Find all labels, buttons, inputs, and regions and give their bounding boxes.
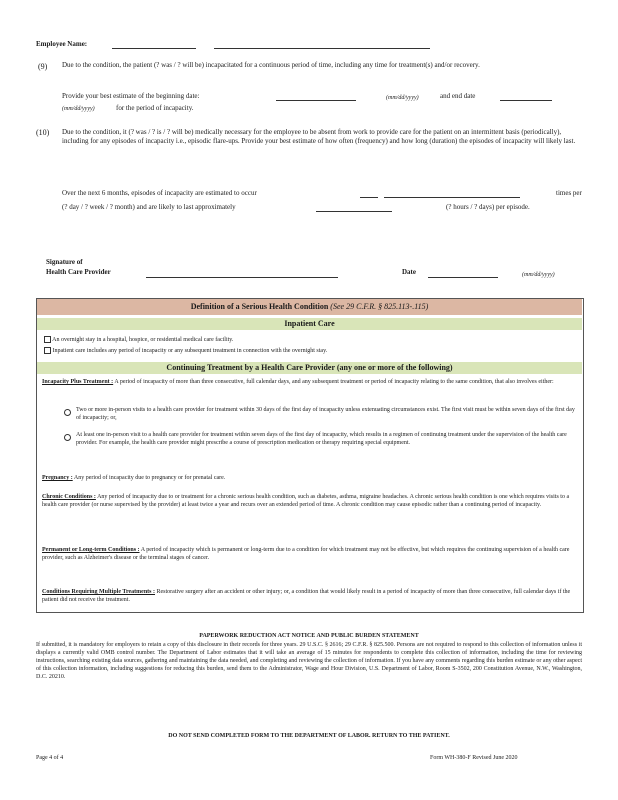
signature-label-1: Signature of: [46, 258, 83, 266]
employee-last-name-field[interactable]: [214, 48, 430, 49]
multiple-treatments: [42, 588, 576, 604]
multiple-title: Conditions Requiring Multiple Treatments :: [42, 589, 156, 595]
checkbox-icon: [44, 347, 51, 354]
q9-end-date-field[interactable]: [500, 100, 552, 101]
form-id: Form WH-380-F Revised June 2020: [430, 755, 518, 761]
inpatient-header: Inpatient Care: [37, 318, 582, 330]
q9-begin-date-format: (mm/dd/yyyy): [386, 95, 419, 101]
checkbox-icon: [44, 336, 51, 343]
definition-header: [37, 299, 582, 315]
return-notice: DO NOT SEND COMPLETED FORM TO THE DEPARTMENT OF LABOR. RETURN TO THE PATIENT.: [168, 733, 450, 739]
q10-text: Due to the condition, it (? was / ? is / ? will be) medically necessary for the employee to be absent from work to provide care for the patient on an intermittent basis (periodically), including for any episodes of incapacity i.e., episodic flare-ups. Provide your best estimate of how often (frequency) and how long (duration) the episodes of incapacity will likely last.: [62, 128, 576, 145]
pregnancy-text: Any period of incapacity due to pregnancy or for prenatal care.: [73, 475, 226, 481]
chronic-text: Any period of incapacity due to or treatment for a chronic serious health condition, such as diabetes, asthma, migraine headaches. A chronic serious health condition is one which requires visits to a health care provider (or nurse supervised by the provider) at least twice a year and recurs over an extended period of time. A chronic condition may cause episodic rather than a continuing period of incapacity.: [42, 494, 570, 508]
incapacity-option-2: At least one in-person visit to a health care provider for treatment within seven days of the first day of incapacity, which results in a regimen of continuing treatment under the supervision of the health care provider. For example, the health care provider might prescribe a course of prescription medication or therapy requiring special equipment.: [76, 432, 567, 446]
permanent-title: Permanent or Long-term Conditions :: [42, 547, 140, 553]
q10-occurrence-field[interactable]: [360, 197, 378, 198]
q10-occurrence-field-2[interactable]: [384, 197, 520, 198]
paperwork-title: PAPERWORK REDUCTION ACT NOTICE AND PUBLIC BURDEN STATEMENT: [199, 633, 419, 639]
signature-label-2: Health Care Provider: [46, 268, 111, 276]
q9-begin-label: Provide your best estimate of the beginning date:: [62, 92, 200, 100]
q9-begin-date-field[interactable]: [276, 100, 356, 101]
continuing-header: Continuing Treatment by a Health Care Provider (any one or more of the following): [37, 362, 582, 374]
incapacity-title: Incapacity Plus Treatment :: [42, 379, 114, 385]
definition-title: Definition of a Serious Health Condition: [190, 302, 329, 311]
paperwork-text: If submitted, it is mandatory for employers to retain a copy of this disclosure in their records for three years. 29 U.S.C. § 2616; 29 C.F.R. § 825.500. Persons are not required to respond to this collection of information unless it displays a currently valid OMB control number. The Department of Labor estimates that it will take an average of 15 minutes for respondents to complete this collection of information, including the time for reviewing instructions, searching existing data sources, gathering and maintaining the data needed, and completing and reviewing the collection of information. If you have any comments regarding this burden estimate or any other aspect of this collection information, including suggestions for reducing this burden, send them to the Administrator, Wage and Hour Division, U.S. Department of Labor, Room S-3502, 200 Constitution Avenue, N.W., Washington, D.C. 20210.: [36, 642, 582, 680]
bullet-circle-icon: [64, 434, 71, 441]
chronic-conditions: [42, 493, 576, 509]
permanent-text: A period of incapacity which is permanent or long-term due to a condition for which treatment may not be effective, but which requires the continuing supervision of a health care provider, such as Alzheimer's disease or the terminal stages of cancer.: [42, 547, 570, 561]
inpatient-text-1: An overnight stay in a hospital, hospice, or residential medical care facility.: [52, 337, 234, 343]
pregnancy: [42, 474, 576, 482]
chronic-title: Chronic Conditions :: [42, 494, 96, 500]
q10-duration-options: (? hours / ? days) per episode.: [446, 203, 530, 211]
permanent-conditions: [42, 546, 576, 562]
incapacity-option-1: Two or more in-person visits to a health care provider for treatment within 30 days of the first day of incapacity unless extenuating circumstances exist. The first visit must be within seven days of the first day of incapacity; or,: [76, 407, 575, 421]
definition-citation: (See 29 C.F.R. § 825.113-.115): [330, 302, 429, 311]
incapacity-plus-treatment: [42, 378, 576, 386]
bullet-circle-icon: [64, 409, 71, 416]
inpatient-text-2: Inpatient care includes any period of incapacity or any subsequent treatment in connection with the overnight stay.: [52, 348, 328, 354]
pregnancy-title: Pregnancy :: [42, 475, 73, 481]
page-number: Page 4 of 4: [36, 755, 64, 761]
employee-first-name-field[interactable]: [112, 48, 196, 49]
incapacity-text: A period of incapacity of more than three consecutive, full calendar days, and any subsequent treatment or period of incapacity relating to the same condition, that also involves either:: [114, 379, 554, 385]
definition-box: [36, 298, 584, 613]
signature-field[interactable]: [146, 277, 338, 278]
signature-date-format: (mm/dd/yyyy): [522, 272, 555, 278]
q9-number: (9): [38, 62, 48, 71]
q10-frequency-options: (? day / ? week / ? month) and are likely to last approximately: [62, 203, 236, 211]
multiple-text: Restorative surgery after an accident or other injury; or, a condition that would likely result in a period of incapacity of more than three consecutive, full calendar days if the patient did not receive the treatment.: [42, 589, 571, 603]
q9-end-date-format: (mm/dd/yyyy): [62, 106, 95, 112]
inpatient-bullet-1: [44, 336, 574, 344]
inpatient-bullet-2: [44, 347, 574, 355]
q10-times-per-label: times per: [556, 189, 582, 197]
date-label: Date: [402, 268, 416, 276]
q9-text: Due to the condition, the patient (? was / ? will be) incapacitated for a continuous period of time, including any time for treatment(s) and/or recovery.: [62, 61, 480, 69]
signature-date-field[interactable]: [428, 277, 498, 278]
q10-duration-field[interactable]: [316, 211, 392, 212]
q10-estimate-label: Over the next 6 months, episodes of incapacity are estimated to occur: [62, 189, 257, 197]
q10-number: (10): [36, 128, 50, 137]
q9-end-label: and end date: [440, 92, 476, 100]
q9-period-text: for the period of incapacity.: [116, 104, 194, 112]
employee-name-label: Employee Name:: [36, 40, 88, 48]
